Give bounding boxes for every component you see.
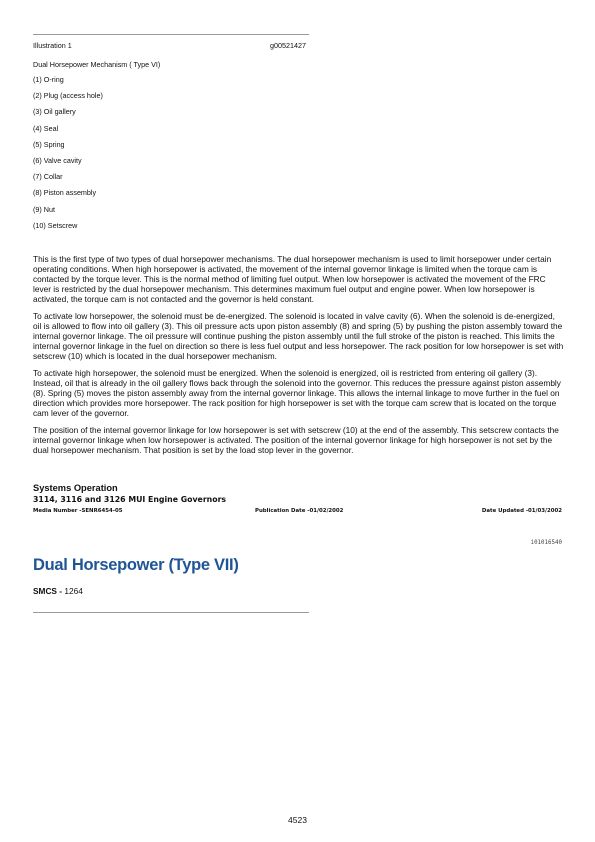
page-number: 4523	[288, 815, 307, 825]
illustration-caption: Dual Horsepower Mechanism ( Type VI)	[33, 60, 161, 69]
section-title: Dual Horsepower (Type VII)	[33, 556, 239, 574]
legend-item: (7) Collar	[33, 172, 63, 182]
media-number: Media Number -SENR6454-05	[33, 508, 123, 514]
section-bottom-rule	[33, 612, 309, 613]
body-text	[33, 254, 565, 462]
parts-legend	[33, 75, 103, 237]
legend-item: (3) Oil gallery	[33, 107, 76, 117]
legend-item: (6) Valve cavity	[33, 155, 82, 165]
legend-item: (9) Nut	[33, 204, 55, 214]
document-category-title: Systems Operation	[33, 483, 118, 493]
illustration-top-rule	[33, 34, 309, 35]
legend-item: (4) Seal	[33, 123, 59, 133]
paragraph: The position of the internal governor linkage for low horsepower is set with setscrew (10) at the end of the assembly. This setscrew contacts the internal governor linkage when low horsepower is activated. The position of the internal governor linkage for high horsepower is not set by the dual horsepower mechanism. That position is set by the load stop lever in the governor.	[33, 425, 559, 455]
smcs-label: SMCS -	[33, 586, 63, 596]
date-updated: Date Updated -01/03/2002	[481, 508, 562, 514]
legend-item: (5) Spring	[33, 139, 65, 149]
paragraph: To activate high horsepower, the solenoid must be energized. When the solenoid is energized, oil is restricted from entering oil gallery (3). Instead, oil that is already in the oil gallery flows back through the solenoid into the governor. This reduces the pressure against piston assembly (8). Spring (5) moves the piston assembly away from the internal governor linkage. This allows the internal linkage to move further in the fuel on direction which provides more horsepower. The rack position for high horsepower is set with the torque cam screw that is located on the torque cam lever of the governor.	[33, 368, 561, 418]
legend-item: (2) Plug (access hole)	[33, 91, 103, 101]
document-subtitle: 3114, 3116 and 3126 MUI Engine Governors	[33, 495, 227, 504]
document-id: i01016540	[530, 540, 562, 546]
illustration-label: Illustration 1	[33, 41, 72, 50]
legend-item: (10) Setscrew	[33, 220, 78, 230]
smcs-value: 1264	[64, 586, 83, 596]
publication-date: Publication Date -01/02/2002	[255, 508, 344, 514]
legend-item: (1) O-ring	[33, 75, 64, 84]
smcs-code	[33, 586, 83, 596]
legend-item: (8) Piston assembly	[33, 188, 97, 198]
paragraph: To activate low horsepower, the solenoid must be de-energized. The solenoid is located in valve cavity (6). When the solenoid is de-energized, oil is allowed to flow into oil gallery (3). This oil pressure acts upon piston assembly (8) and spring (5) by pushing the piston assembly toward the internal governor linkage. The oil pressure will continue pushing the piston assembly until the full stroke of the piston is reached. This limits the internal governor linkage in the fuel on direction so there is less fuel output and less horsepower. The rack position for low horsepower is set with setscrew (10) which is located in the dual horsepower mechanism.	[33, 311, 564, 361]
paragraph: This is the first type of two types of dual horsepower mechanisms. The dual horsepower mechanism is used to limit horsepower under certain operating conditions. When high horsepower is activated, the movement of the internal governor linkage is limited when the torque cam is contacted by the torque lever. This is the normal method of limiting fuel output. When low horsepower is activated the movement of the FRC lever is restricted by the dual horsepower mechanism. This determines maximum fuel output and engine power. When low horsepower is activated, the torque cam is not contacted and the governor is held constant.	[33, 254, 552, 304]
document-meta-row	[33, 508, 562, 516]
illustration-id: g00521427	[270, 41, 306, 50]
